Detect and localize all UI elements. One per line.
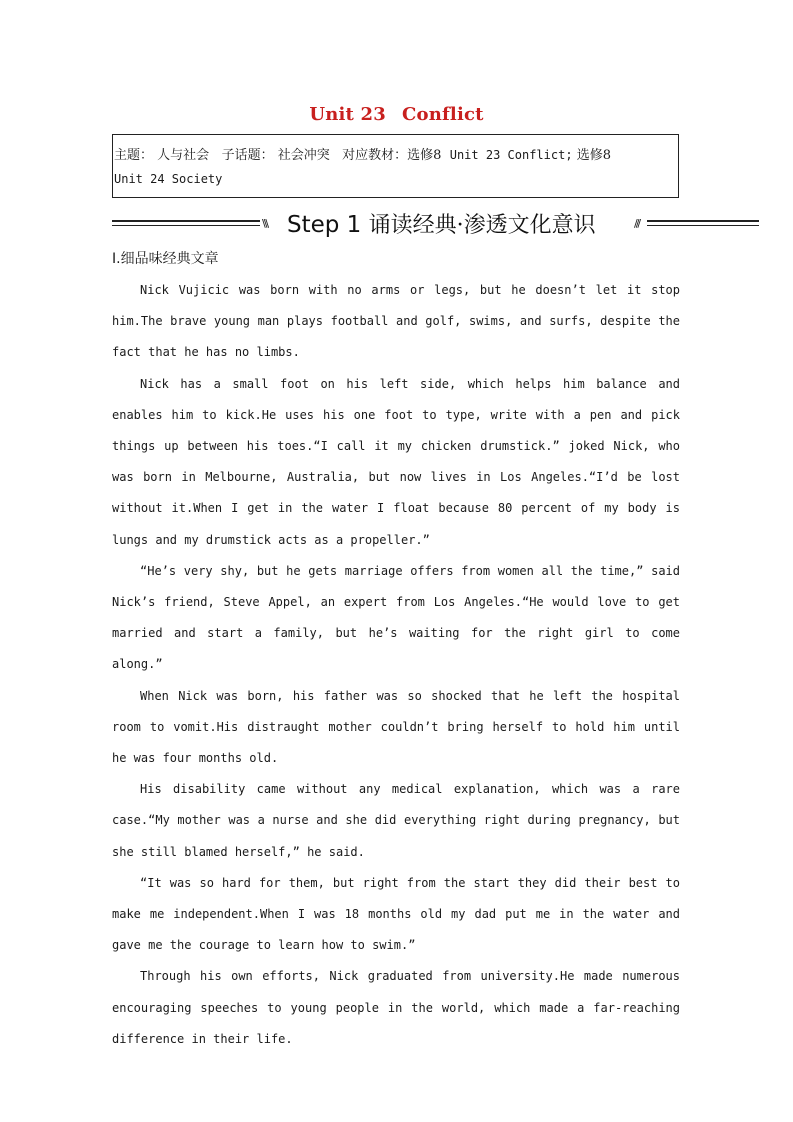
step-label: Step 1 [287, 212, 362, 238]
textbook-b: 选修8 [576, 148, 611, 163]
page-title [0, 104, 793, 125]
subtopic-value: 社会冲突 [277, 148, 330, 163]
textbook-unit-a: Unit 23 Conflict; [449, 148, 573, 162]
paragraph: His disability came without any medical explanation, which was a rare case.“My mother was a nurse and she did everything right during pregnancy, but she still blamed herself,” he said. [112, 782, 680, 859]
section-heading: Ⅰ.细品味经典文章 [112, 251, 219, 267]
step-banner [112, 206, 759, 242]
banner-hatch-right: /// [634, 217, 640, 230]
topic-line-2: Unit 24 Society [114, 172, 223, 186]
title-unit: Unit 23 [309, 104, 386, 125]
textbook-label: 对应教材： [342, 148, 408, 163]
article-body [112, 275, 680, 1055]
subtopic-label: 子话题： [221, 148, 274, 163]
banner-rule-left [112, 220, 260, 229]
step-heading [287, 208, 596, 239]
paragraph: When Nick was born, his father was so shocked that he left the hospital room to vomit.His distraught mother couldn’t bring herself to hold him until he was four months old. [112, 688, 680, 766]
topic-box [112, 134, 679, 198]
banner-hatch-left: \\\ [262, 217, 268, 230]
theme-label: 主题： [114, 148, 154, 163]
title-name: Conflict [401, 104, 484, 125]
topic-line-1 [114, 140, 611, 171]
banner-rule-right [647, 220, 759, 229]
step-text: 诵读经典·渗透文化意识 [368, 213, 596, 238]
paragraph: Nick has a small foot on his left side, which helps him balance and enables him to kick.He uses his one foot to type, write with a pen and pick things up between his toes.“I call it my chicken drumstick.” joked Nick, who was born in Melbourne, Australia, but now lives in Los Angeles.“I’d be lost without it.When I get in the water I float because 80 percent of my body is lungs and my drumstick acts as a propeller.” [112, 376, 680, 547]
paragraph: Through his own efforts, Nick graduated from university.He made numerous encouraging speeches to young people in the world, which made a far-reaching difference in their life. [112, 969, 680, 1046]
paragraph: “He’s very shy, but he gets marriage offers from women all the time,” said Nick’s friend, Steve Appel, an expert from Los Angeles.“He would love to get married and start a family, but he’s waiting for the right girl to come along.” [112, 563, 680, 672]
paragraph: “It was so hard for them, but right from the start they did their best to make me independent.When I was 18 months old my dad put me in the water and gave me the courage to learn how to swim.” [112, 875, 680, 953]
textbook-a: 选修8 [407, 148, 442, 163]
theme-value: 人与社会 [157, 148, 210, 163]
paragraph: Nick Vujicic was born with no arms or legs, but he doesn’t let it stop him.The brave young man plays football and golf, swims, and surfs, despite the fact that he has no limbs. [112, 283, 680, 360]
